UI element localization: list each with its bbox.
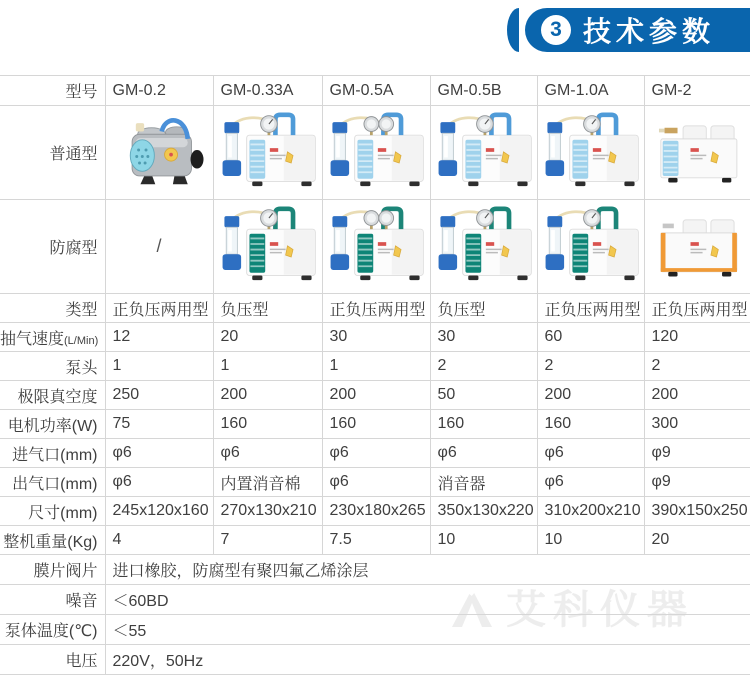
spec-value: 160 — [213, 410, 322, 439]
table-row — [0, 585, 750, 615]
section-title: 技术参数 — [583, 16, 716, 47]
spec-value: φ6 — [105, 439, 213, 468]
spec-value-merged: 220V，50Hz — [105, 645, 750, 675]
row-label — [0, 294, 105, 323]
table-row — [0, 410, 750, 439]
spec-value: 200 — [537, 381, 644, 410]
table-row — [0, 106, 750, 200]
spec-value: 2 — [644, 352, 750, 381]
row-label — [0, 410, 105, 439]
large-orange-trim-pump-photo — [644, 200, 750, 294]
spec-value: φ9 — [644, 468, 750, 497]
spec-value: 75 — [105, 410, 213, 439]
row-label-text: 整机重量(Kg) — [3, 533, 98, 551]
spec-value: 250 — [105, 381, 213, 410]
spec-value: 2 — [537, 352, 644, 381]
row-label-text: 膜片阀片 — [33, 563, 98, 580]
row-label — [0, 381, 105, 410]
white-pump-with-flowmeter-photo — [537, 106, 644, 200]
teal-corrosion-pump-photo — [213, 200, 322, 294]
row-label-text: 进气口(mm) — [12, 446, 98, 464]
spec-value: 内置消音棉 — [213, 468, 322, 497]
model-name: GM-0.5A — [322, 76, 430, 106]
spec-value: 负压型 — [430, 294, 537, 323]
row-label-text: 抽气速度 — [0, 330, 65, 348]
row-label — [0, 468, 105, 497]
teal-corrosion-pump-photo — [430, 200, 537, 294]
white-pump-with-flowmeter-photo — [213, 106, 322, 200]
table-row — [0, 555, 750, 585]
table-row — [0, 526, 750, 555]
spec-value: 正负压两用型 — [105, 294, 213, 323]
spec-value: φ6 — [537, 468, 644, 497]
spec-value: 20 — [644, 526, 750, 555]
not-available-slash: / — [105, 200, 213, 294]
spec-value: 30 — [430, 323, 537, 352]
row-label-text: 电压 — [65, 653, 98, 670]
section-number-badge: 3 — [541, 15, 571, 45]
spec-value: φ6 — [537, 439, 644, 468]
spec-value: 200 — [644, 381, 750, 410]
row-label — [0, 76, 105, 106]
spec-value: 390x150x250 — [644, 497, 750, 526]
spec-value: 200 — [322, 381, 430, 410]
table-row — [0, 439, 750, 468]
spec-value: 120 — [644, 323, 750, 352]
row-label — [0, 323, 105, 352]
spec-value: 270x130x210 — [213, 497, 322, 526]
spec-value: 50 — [430, 381, 537, 410]
spec-value-merged: 进口橡胶，防腐型有聚四氟乙烯涂层 — [105, 555, 750, 585]
row-label — [0, 645, 105, 675]
spec-value-merged: ＜55 — [105, 615, 750, 645]
technical-parameters-table — [0, 75, 750, 675]
spec-value: 4 — [105, 526, 213, 555]
spec-value: 200 — [213, 381, 322, 410]
row-label-text: 尺寸(mm) — [28, 504, 98, 522]
spec-value: 160 — [430, 410, 537, 439]
spec-value: 245x120x160 — [105, 497, 213, 526]
spec-value: 7.5 — [322, 526, 430, 555]
row-label-text: 电机功率(W) — [7, 417, 98, 435]
row-label — [0, 585, 105, 615]
row-label-text: 极限真空度 — [17, 388, 98, 406]
row-label — [0, 526, 105, 555]
banner-capsule — [525, 8, 750, 52]
model-name: GM-0.5B — [430, 76, 537, 106]
spec-value: 正负压两用型 — [644, 294, 750, 323]
spec-value: 1 — [105, 352, 213, 381]
table-row — [0, 497, 750, 526]
spec-value: 160 — [322, 410, 430, 439]
table-row — [0, 645, 750, 675]
spec-value: 12 — [105, 323, 213, 352]
table-row — [0, 381, 750, 410]
model-name: GM-0.33A — [213, 76, 322, 106]
row-label-text: 类型 — [65, 301, 98, 319]
spec-value-merged: ＜60BD — [105, 585, 750, 615]
section-banner — [500, 8, 750, 52]
row-label-text: 出气口(mm) — [12, 475, 98, 493]
spec-value: 160 — [537, 410, 644, 439]
spec-value: 消音器 — [430, 468, 537, 497]
large-dual-head-pump-photo — [644, 106, 750, 200]
row-label — [0, 497, 105, 526]
spec-value: 350x130x220 — [430, 497, 537, 526]
spec-value: 300 — [644, 410, 750, 439]
row-label — [0, 615, 105, 645]
row-label-text: 普通型 — [49, 146, 98, 163]
spec-value: φ6 — [213, 439, 322, 468]
table-row — [0, 323, 750, 352]
table-row — [0, 615, 750, 645]
spec-value: φ6 — [105, 468, 213, 497]
spec-value: φ9 — [644, 439, 750, 468]
row-label — [0, 106, 105, 200]
row-label-text: 泵体温度(℃) — [4, 623, 98, 640]
spec-value: 正负压两用型 — [537, 294, 644, 323]
spec-value: 230x180x265 — [322, 497, 430, 526]
row-label — [0, 555, 105, 585]
row-label — [0, 439, 105, 468]
spec-value: 7 — [213, 526, 322, 555]
row-label-text: 型号 — [65, 84, 98, 101]
spec-value: 2 — [430, 352, 537, 381]
watermark-text: 艾科仪器 — [506, 588, 694, 632]
table-row — [0, 468, 750, 497]
spec-value: 30 — [322, 323, 430, 352]
row-label — [0, 352, 105, 381]
spec-value: 负压型 — [213, 294, 322, 323]
row-label-text: 噪音 — [65, 593, 98, 610]
table-row — [0, 294, 750, 323]
row-label-text: 防腐型 — [49, 240, 98, 257]
row-label-text: 泵头 — [65, 359, 98, 377]
row-label — [0, 200, 105, 294]
row-label-unit: (L/Min) — [64, 334, 99, 347]
banner-accent-arc — [507, 8, 519, 52]
spec-value: 10 — [430, 526, 537, 555]
spec-value: φ6 — [322, 468, 430, 497]
spec-value: 正负压两用型 — [322, 294, 430, 323]
teal-corrosion-pump-two-gauges-photo — [322, 200, 430, 294]
spec-value: 1 — [213, 352, 322, 381]
spec-value: φ6 — [430, 439, 537, 468]
spec-table-container — [0, 75, 750, 675]
white-pump-with-flowmeter-photo — [430, 106, 537, 200]
model-name: GM-1.0A — [537, 76, 644, 106]
spec-value: 20 — [213, 323, 322, 352]
table-row — [0, 76, 750, 106]
spec-value: 60 — [537, 323, 644, 352]
model-name: GM-0.2 — [105, 76, 213, 106]
model-name: GM-2 — [644, 76, 750, 106]
table-row — [0, 200, 750, 294]
spec-value: 10 — [537, 526, 644, 555]
metal-diaphragm-pump-photo — [105, 106, 213, 200]
white-pump-two-gauges-photo — [322, 106, 430, 200]
teal-corrosion-pump-photo — [537, 200, 644, 294]
spec-value: 1 — [322, 352, 430, 381]
spec-value: φ6 — [322, 439, 430, 468]
spec-value: 310x200x210 — [537, 497, 644, 526]
table-row — [0, 352, 750, 381]
